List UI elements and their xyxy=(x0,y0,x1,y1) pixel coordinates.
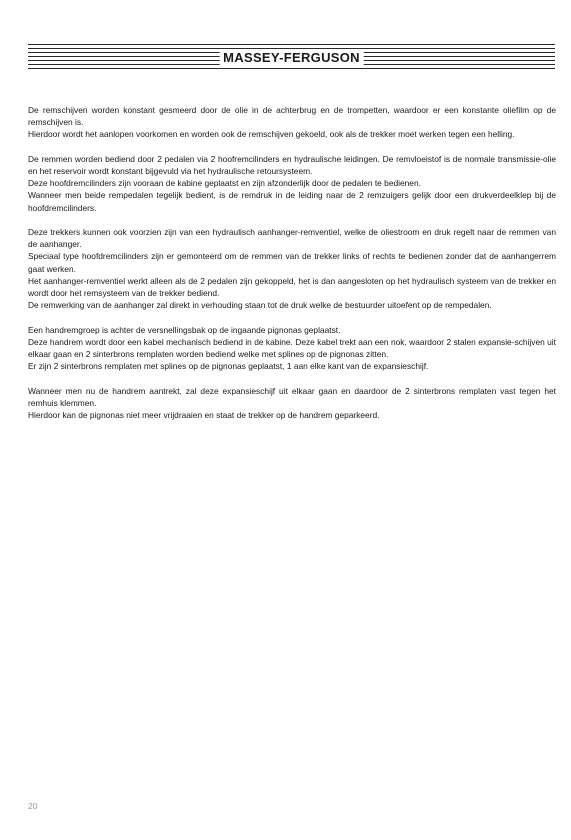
text-line: Speciaal type hoofdremcilinders zijn er gemonteerd om de remmen van de trekker links of rechts te bedienen zonder dat de aanhangerrem gaat werken. xyxy=(28,251,556,274)
text-line: Er zijn 2 sinterbrons remplaten met splines op de pignonas geplaatst, 1 aan elke kant van de expansieschijf. xyxy=(28,361,429,372)
text-line: Een handremgroep is achter de versnellingsbak op de ingaande pignonas geplaatst. xyxy=(28,324,341,335)
text-line: Deze handrem wordt door een kabel mechanisch bediend in de kabine. Deze kabel trekt aan een nok, waardoor 2 stalen expansie-schijven uit elkaar gaan en 2 sinterbrons remplaten worden bediend welke met splines op de pignonas zitten. xyxy=(28,336,556,360)
text-line: De remwerking van de aanhanger zal direkt in verhouding staan tot de druk welke de bestuurder uitoefent op de rempedalen. xyxy=(28,300,492,311)
text-line: De remschijven worden konstant gesmeerd door de olie in de achterbrug en de trompetten, waardoor er een konstante oliefilm op de remschijven is. xyxy=(28,105,556,128)
header-rule xyxy=(28,44,555,45)
text-line: Deze trekkers kunnen ook voorzien zijn van een hydraulisch aanhanger-remventiel, welke de oliestroom en druk regelt naar de remmen van de aanhanger. xyxy=(28,227,556,250)
text-line: Wanneer men nu de handrem aantrekt, zal deze expansieschijf uit elkaar gaan en daardoor de 2 sinterbrons remplaten vast tegen het remhuis klemmen. xyxy=(28,385,556,408)
text-line: Hierdoor kan de pignonas niet meer vrijdraaien en staat de trekker op de handrem geparkeerd. xyxy=(28,410,380,421)
text-line: Hierdoor wordt het aanlopen voorkomen en worden ook de remschijven gekoeld, ook als de trekker moet werken tegen een helling. xyxy=(28,129,515,140)
text-line: Deze hoofdremcilinders zijn vooraan de kabine geplaatst en zijn afzonderlijk door de pedalen te bedienen. xyxy=(28,178,421,189)
paragraph-handbrake-operation xyxy=(28,385,556,422)
header-rule xyxy=(28,68,555,69)
text-line: Het aanhanger-remventiel werkt alleen als de 2 pedalen zijn gekoppeld, het is dan aangesloten op het hydraulisch systeem van de trekker en wordt door het remsysteem van de trekker bediend. xyxy=(28,275,556,299)
page-header xyxy=(28,40,555,76)
paragraph-handbrake-group xyxy=(28,324,556,373)
paragraph-trailer-brake xyxy=(28,226,556,311)
page-number: 20 xyxy=(28,801,38,811)
header-rule xyxy=(28,48,555,49)
paragraph-brake-discs xyxy=(28,104,556,141)
body-text xyxy=(28,104,556,433)
paragraph-brake-pedals xyxy=(28,153,556,214)
text-line: Wanneer men beide rempedalen tegelijk bedient, is de remdruk in de leiding naar de 2 remzuigers gelijk door een drukverdeelklep bij de hoofdremcilinders. xyxy=(28,190,556,213)
brand-title: MASSEY-FERGUSON xyxy=(219,50,364,65)
text-line: De remmen worden bediend door 2 pedalen via 2 hoofremcilinders en hydraulische leidingen. De remvloeistof is de normale transmissie-olie en het reservoir wordt konstant bijgevuld via het hydraulische retoursysteem. xyxy=(28,153,556,176)
